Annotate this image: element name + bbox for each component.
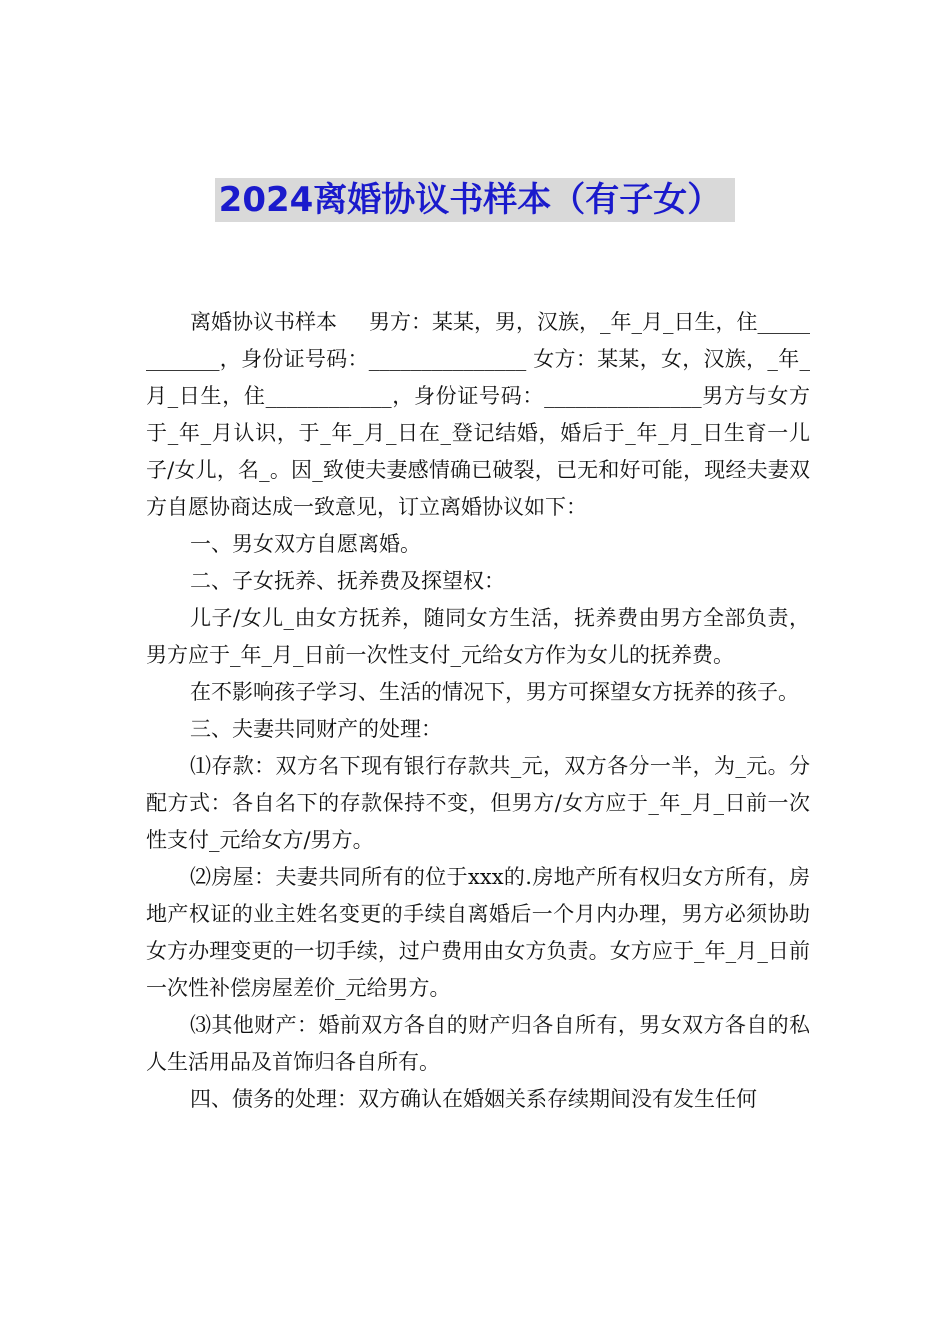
paragraph-clause-3-heading: 三、夫妻共同财产的处理： [190,717,442,741]
intro-text: 男方：某某，男，汉族，_年_月_日生，住____________，身份证号码：_______________ 女方：某某，女，汉族，_年_月_日生，住____________，身份证号码：_______________男方与女方于_年_月认识，于_年_月_日在_登记结婚，婚后于_年_月_日生育一儿子/女儿，名_。因_致使夫妻感情确已破裂，已无和好可能，现经夫妻双方自愿协商达成一致意见，订立离婚协议如下： [146,310,810,519]
paragraph-intro [146,304,810,526]
paragraph-other-property: ⑶其他财产：婚前双方各自的财产归各自所有，男女双方各自的私人生活用品及首饰归各自所有。 [146,1013,810,1074]
document-title: 2024离婚协议书样本（有子女） [215,178,736,222]
title-container [0,178,950,222]
paragraph-visitation: 在不影响孩子学习、生活的情况下，男方可探望女方抚养的孩子。 [190,680,799,704]
paragraph-house: ⑵房屋：夫妻共同所有的位于xxx的.房地产所有权归女方所有，房地产权证的业主姓名变更的手续自离婚后一个月内办理，男方必须协助女方办理变更的一切手续，过户费用由女方负责。女方应于_年_月_日前一次性补偿房屋差价_元给男方。 [146,865,810,1000]
paragraph-clause-2-heading: 二、子女抚养、抚养费及探望权： [190,569,505,593]
document-body [146,304,810,1118]
paragraph-debts: 四、债务的处理：双方确认在婚姻关系存续期间没有发生任何 [190,1087,757,1111]
paragraph-savings: ⑴存款：双方名下现有银行存款共_元，双方各分一半，为_元。分配方式：各自名下的存款保持不变，但男方/女方应于_年_月_日前一次性支付_元给女方/男方。 [146,754,810,852]
intro-heading: 离婚协议书样本 [190,310,337,334]
paragraph-custody: 儿子/女儿_由女方抚养，随同女方生活，抚养费由男方全部负责，男方应于_年_月_日前一次性支付_元给女方作为女儿的抚养费。 [146,606,810,667]
paragraph-clause-1: 一、男女双方自愿离婚。 [190,532,421,556]
